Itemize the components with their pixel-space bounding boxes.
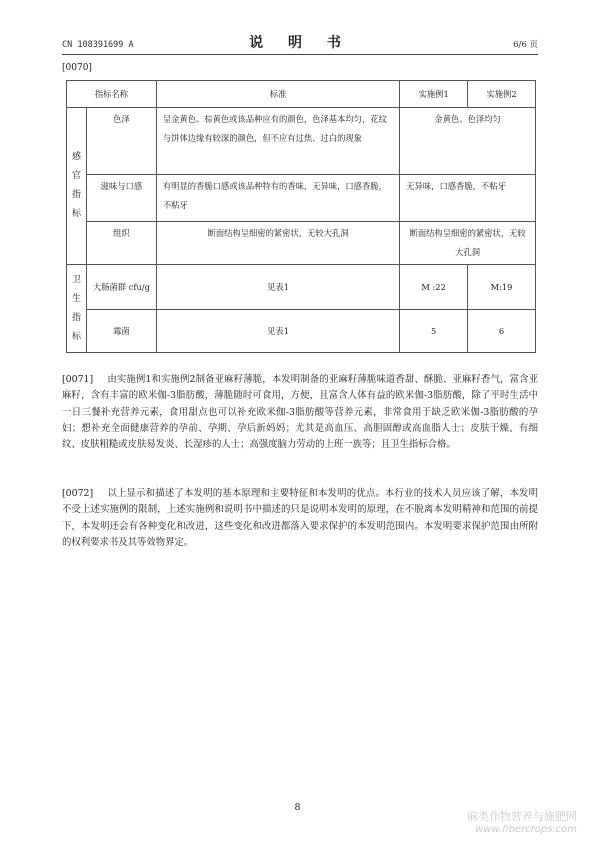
table-header-row — [67, 81, 536, 108]
document-title: 说 明 书 — [249, 35, 351, 51]
watermark-site-name: 麻类作物营养与施肥网 — [467, 810, 577, 823]
paragraph-text: 以上显示和描述了本发明的基本原理和主要特征和本发明的优点。本行业的技术人员应该了解，本发明不受上述实施例的限制，上述实施例和说明书中描述的只是说明本发明的原理，在不脱离本发明精神和范围的前提下，本发明还会有各种变化和改进，这些变化和改进都落入要求保护的本发明范围内。本发明要求保护范围由所附的权利要求书及其等效物界定。 — [62, 488, 538, 548]
row-examples: 金黄色、色泽均匀 — [400, 108, 536, 175]
watermark-url: www.fibercrops.com — [475, 824, 577, 835]
row-examples: 无异味，口感香脆，不粘牙 — [400, 175, 536, 222]
table-row — [67, 108, 536, 175]
paragraph-0072 — [62, 486, 538, 551]
paragraph-0071 — [62, 372, 538, 453]
row-standard: 呈金黄色、棕黄色或该品种应有的颜色，色泽基本均匀，花纹与饼体边缘有较深的颜色，但不应有过焦、过白的现象 — [156, 108, 399, 175]
table-row — [67, 222, 536, 265]
row-example1: M :22 — [400, 265, 468, 310]
row-standard: 见表1 — [156, 310, 399, 353]
header-example1: 实施例1 — [400, 81, 468, 108]
table-row — [67, 175, 536, 222]
page-number: 8 — [294, 802, 301, 813]
row-example2: M:19 — [468, 265, 536, 310]
paragraph-tag-0070: [0070] — [62, 63, 92, 73]
row-name: 滋味与口感 — [86, 175, 156, 222]
header-standard: 标准 — [156, 81, 399, 108]
page-header — [62, 30, 538, 54]
watermark — [467, 808, 577, 835]
header-divider — [62, 54, 538, 55]
row-name: 组织 — [86, 222, 156, 265]
header-example2: 实施例2 — [468, 81, 536, 108]
group-hygiene-label: 卫 生 指 标 — [67, 265, 87, 353]
paragraph-tag: [0072] — [62, 488, 94, 499]
row-standard: 见表1 — [156, 265, 399, 310]
table-row — [67, 265, 536, 310]
paragraph-tag: [0071] — [62, 374, 94, 385]
header-indicator: 指标名称 — [67, 81, 157, 108]
row-name: 色泽 — [86, 108, 156, 175]
page-indicator: 6/6 页 — [513, 40, 538, 50]
row-example2: 6 — [468, 310, 536, 353]
group-sensory-label: 感 官 指 标 — [67, 108, 87, 265]
row-name: 霉菌 — [86, 310, 156, 353]
row-standard: 有明显的香脆口感或该品种特有的香味，无异味，口感香脆，不粘牙 — [156, 175, 399, 222]
table-row — [67, 310, 536, 353]
patent-number: CN 108391699 A — [62, 40, 134, 50]
paragraph-text: 由实施例1和实施例2制备亚麻籽薄脆，本发明制备的亚麻籽薄脆味道香甜、酥脆、亚麻籽香气，富含亚麻籽，含有丰富的欧米伽-3脂肪酸，薄脆随时可食用，方便，且富含人体有益的欧米伽-3脂肪酸，除了平时生活中一日三餐补充营养元素，食用甜点也可以补充欧米伽-3脂肪酸等营养元素，非常食用于缺乏欧米伽-3脂肪酸的孕妇；想补充全面健康营养的孕前、孕期、孕后新妈妈；尤其是高血压、高胆固醇或高血脂人士；皮肤干燥、有细纹、皮肤粗糙或皮肤易发炎、长湿疹的人士；高强度脑力劳动的上班一族等；且卫生指标合格。 — [62, 374, 538, 451]
row-standard: 断面结构呈细密的紧密状，无较大孔洞 — [156, 222, 399, 265]
row-name: 大肠菌群 cfu/g — [86, 265, 156, 310]
quality-table — [66, 80, 536, 353]
row-example1: 5 — [400, 310, 468, 353]
row-examples: 断面结构呈细密的紧密状，无较大孔洞 — [400, 222, 536, 265]
